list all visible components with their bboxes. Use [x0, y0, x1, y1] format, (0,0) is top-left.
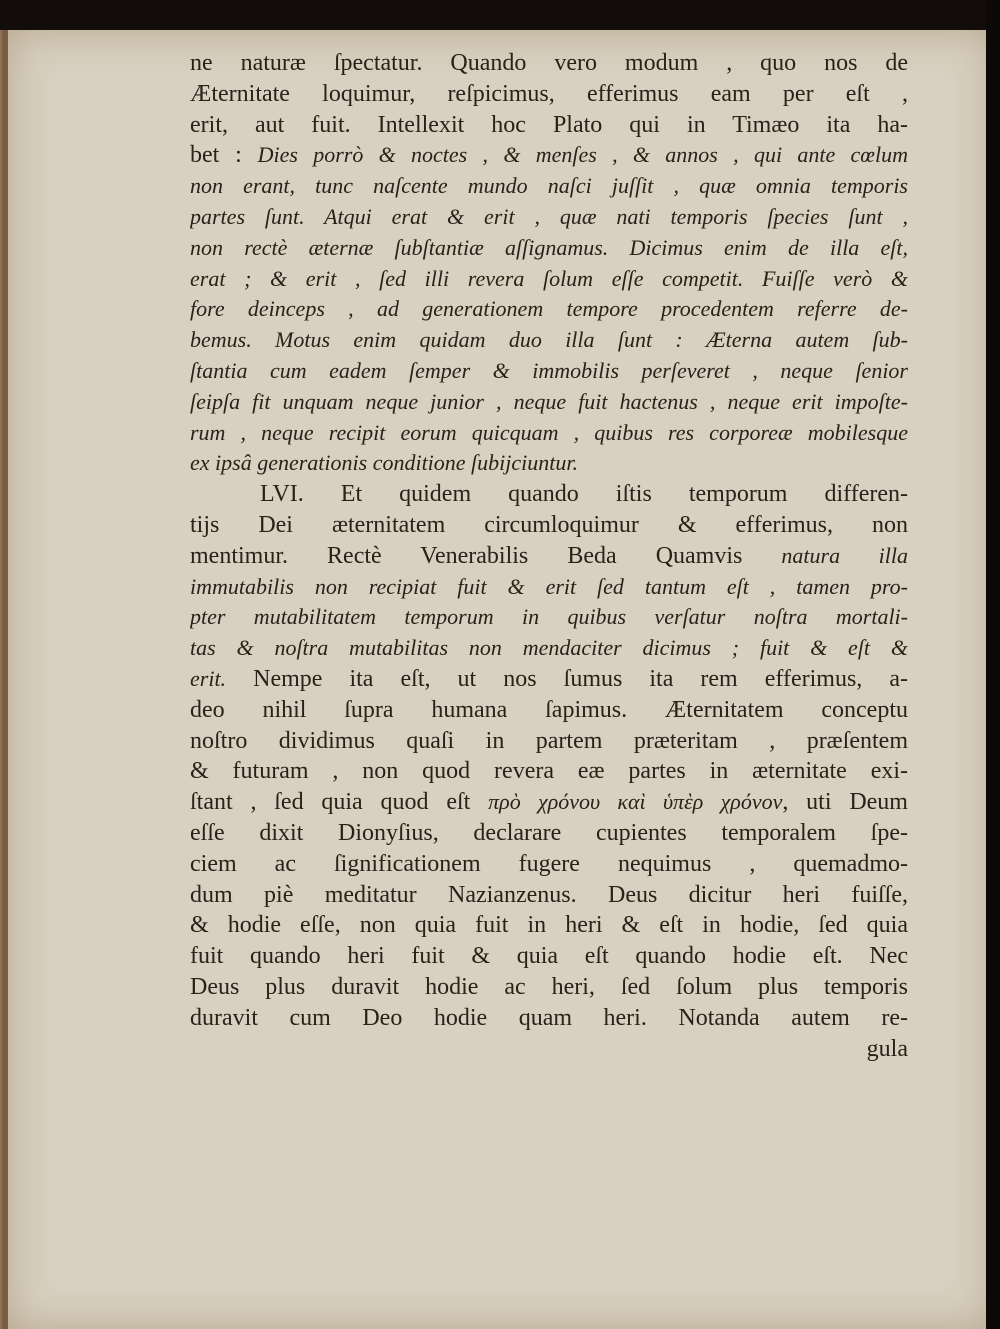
- text-segment: ciem ac ſignificationem fugere nequimus , quemadmo-: [190, 850, 908, 877]
- italic-text-segment: pter mutabilitatem temporum in quibus verſatur noſtra mortali-: [190, 604, 908, 630]
- text-line: [190, 910, 908, 941]
- italic-text-segment: tas & noſtra mutabilitas non mendaciter dicimus ; fuit & eſt &: [190, 635, 908, 661]
- text-segment: Æternitate loquimur, reſpicimus, efferimus eam per eſt ,: [190, 80, 908, 107]
- text-segment: mentimur. Rectè Venerabilis Beda Quamvis: [190, 542, 782, 569]
- italic-text-segment: erit.: [190, 665, 227, 691]
- text-segment: ne naturæ ſpectatur. Quando vero modum , quo nos de: [190, 50, 908, 76]
- text-line: [190, 941, 908, 972]
- italic-text-segment: natura illa: [781, 542, 908, 568]
- text-line: [190, 572, 908, 603]
- text-line: [190, 233, 908, 264]
- text-line: [190, 602, 908, 633]
- text-line: [190, 695, 908, 726]
- text-segment: noſtro dividimus quaſi in partem præteritam , præſentem: [190, 727, 908, 754]
- text-segment: LVI. Et quidem quando iſtis temporum differen-: [260, 481, 908, 508]
- text-line: [190, 171, 908, 202]
- text-line: [190, 633, 908, 664]
- text-line: [190, 479, 908, 510]
- text-segment: deo nihil ſupra humana ſapimus. Æternitatem conceptu: [190, 696, 908, 723]
- text-line: [190, 756, 908, 787]
- text-line: [190, 1034, 908, 1065]
- text-segment: & futuram , non quod revera eæ partes in æternitate exi-: [190, 758, 908, 785]
- text-line: [190, 510, 908, 541]
- text-segment: dum piè meditatur Nazianzenus. Deus dicitur heri fuiſſe,: [190, 881, 908, 908]
- text-line: [190, 140, 908, 171]
- text-segment: gula: [866, 1035, 908, 1062]
- text-segment: Nempe ita eſt, ut nos ſumus ita rem efferimus, a-: [226, 665, 908, 692]
- italic-text-segment: non erant, tunc naſcente mundo naſci juſſit , quæ omnia temporis: [190, 173, 908, 199]
- text-line: [190, 356, 908, 387]
- text-segment: tijs Dei æternitatem circumloquimur & efferimus, non: [190, 511, 908, 538]
- text-line: [190, 48, 908, 79]
- italic-text-segment: ſeipſa fit unquam neque junior , neque fuit hactenus , neque erit impoſte-: [190, 388, 908, 414]
- italic-text-segment: erat ; & erit , ſed illi revera ſolum eſſe competit. Fuiſſe verò &: [190, 265, 908, 291]
- italic-text-segment: bemus. Motus enim quidam duo illa ſunt : Æterna autem ſub-: [190, 327, 908, 353]
- text-line: [190, 787, 908, 818]
- text-line: [190, 294, 908, 325]
- italic-text-segment: ex ipsâ generationis conditione ſubijciuntur.: [190, 450, 579, 476]
- italic-text-segment: Dies porrò & noctes , & menſes , & annos , qui ante cœlum: [257, 142, 908, 168]
- text-segment: , uti Deum: [782, 789, 908, 816]
- italic-text-segment: rum , neque recipit eorum quicquam , quibus res corporeæ mobilesque: [190, 419, 908, 445]
- text-segment: eſſe dixit Dionyſius, declarare cupientes temporalem ſpe-: [190, 819, 908, 846]
- text-line: [190, 448, 908, 479]
- text-line: [190, 972, 908, 1003]
- text-line: [190, 325, 908, 356]
- italic-text-segment: fore deinceps , ad generationem tempore procedentem referre de-: [190, 296, 908, 322]
- text-line: [190, 849, 908, 880]
- text-line: [190, 79, 908, 110]
- italic-text-segment: non rectè æternæ ſubſtantiæ aſſignamus. Dicimus enim de illa eſt,: [190, 234, 908, 260]
- text-line: [190, 880, 908, 911]
- text-segment: ſtant , ſed quia quod eſt: [190, 789, 489, 816]
- text-line: [190, 818, 908, 849]
- italic-text-segment: ſtantia cum eadem ſemper & immobilis perſeveret , neque ſenior: [190, 357, 908, 383]
- text-segment: bet :: [190, 142, 258, 169]
- page-text-block: [190, 48, 908, 1064]
- text-line: [190, 202, 908, 233]
- text-segment: & hodie eſſe, non quia fuit in heri & eſt in hodie, ſed quia: [190, 912, 908, 939]
- text-line: [190, 1003, 908, 1034]
- text-line: [190, 726, 908, 757]
- text-segment: Deus plus duravit hodie ac heri, ſed ſolum plus temporis: [190, 973, 908, 1000]
- text-segment: duravit cum Deo hodie quam heri. Notanda autem re-: [190, 1004, 908, 1031]
- text-segment: fuit quando heri fuit & quia eſt quando hodie eſt. Nec: [190, 943, 908, 970]
- text-line: [190, 664, 908, 695]
- italic-text-segment: partes ſunt. Atqui erat & erit , quæ nati temporis ſpecies ſunt ,: [190, 203, 908, 229]
- text-line: [190, 541, 908, 572]
- italic-text-segment: immutabilis non recipiat fuit & erit ſed tantum eſt , tamen pro-: [190, 573, 908, 599]
- text-segment: erit, aut fuit. Intellexit hoc Plato qui in Timæo ita ha-: [190, 111, 908, 138]
- text-line: [190, 387, 908, 418]
- text-line: [190, 110, 908, 141]
- italic-text-segment: πρὸ χρόνου καὶ ὑπὲρ χρόνον: [488, 789, 783, 815]
- text-line: [190, 264, 908, 295]
- page-edge-shadow: [986, 0, 1000, 1329]
- text-line: [190, 418, 908, 449]
